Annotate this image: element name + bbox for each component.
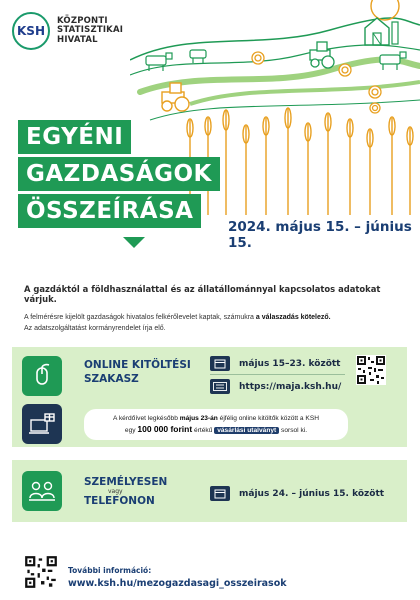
cow-icon xyxy=(190,50,206,63)
barn-icon xyxy=(365,18,389,45)
person-label-line-2: TELEFONON xyxy=(84,495,155,507)
qr-code-icon[interactable] xyxy=(356,355,386,385)
voucher-badge: vásárlási utalványt xyxy=(214,427,279,434)
interview-people-icon xyxy=(22,471,62,511)
lottery-amount: 100 000 forint xyxy=(137,424,193,434)
obligation-note xyxy=(24,312,404,334)
online-label-line-2: SZAKASZ xyxy=(84,373,139,385)
title-line-3: ÖSSZEÍRÁSA xyxy=(18,194,201,228)
wheat-icon xyxy=(187,108,413,215)
lead-text: A gazdáktól a földhasználattal és az állatállománnyal kapcsolatos adatokat várjuk. xyxy=(24,284,381,304)
in-person-dates-row xyxy=(210,486,384,501)
note-bold: a válaszadás kötelező. xyxy=(255,314,331,321)
title-line-1: EGYÉNI xyxy=(18,120,131,154)
in-person-dates: május 24. – június 15. között xyxy=(239,488,385,499)
tractor-icon xyxy=(310,42,334,68)
calendar-icon xyxy=(210,486,230,501)
online-url-row xyxy=(210,379,341,394)
divider xyxy=(210,374,345,375)
more-info-label: További információ: xyxy=(68,566,152,575)
person-label-line-1: SZEMÉLYESEN xyxy=(84,476,168,488)
logo-line-2: STATISZTIKAI xyxy=(57,25,124,36)
lottery-notice xyxy=(84,409,348,440)
online-dates-row xyxy=(210,356,341,371)
lottery-text-4: értékű xyxy=(192,427,215,434)
online-dates: május 15–23. között xyxy=(239,358,341,369)
ksh-logo-abbr: KSH xyxy=(17,24,45,38)
note-line-2: Az adatszolgáltatást kormányrendelet írja elő. xyxy=(24,325,166,332)
ksh-logo-text xyxy=(57,17,123,46)
more-info-link[interactable]: www.ksh.hu/mezogazdasagi_osszeirasok xyxy=(68,578,287,589)
logo-line-1: KÖZPONTI xyxy=(57,15,108,26)
title-arrow-shape xyxy=(123,237,145,248)
person-label-or: vagy xyxy=(108,488,123,495)
online-phase-label xyxy=(84,358,191,386)
lottery-text-3: egy xyxy=(124,427,138,434)
calendar-icon xyxy=(210,356,230,371)
main-title xyxy=(18,120,220,231)
computer-mouse-icon xyxy=(22,356,62,396)
gift-computer-icon xyxy=(22,404,62,444)
ksh-logo-badge xyxy=(12,12,50,50)
footer-qr-code-icon[interactable] xyxy=(24,555,58,589)
logo-line-3: HIVATAL xyxy=(57,34,98,45)
ksh-logo xyxy=(12,12,123,50)
survey-date-range: 2024. május 15. – június 15. xyxy=(228,219,412,251)
lottery-deadline: május 23-án xyxy=(179,415,218,422)
lottery-text-2: éjfélig online kitöltők között a KSH xyxy=(217,415,319,422)
lottery-text-5: sorsol ki. xyxy=(279,427,308,434)
online-label-line-1: ONLINE KITÖLTÉSI xyxy=(84,359,191,371)
note-text: A felmérésre kijelölt gazdaságok hivatalos felkérőlevelet kaptak, számukra xyxy=(24,314,256,321)
in-person-label xyxy=(84,476,167,507)
lottery-text-1: A kérdőívet legkésőbb xyxy=(112,415,180,422)
title-line-2: GAZDASÁGOK xyxy=(18,157,220,191)
keyboard-icon xyxy=(210,379,230,394)
online-survey-link[interactable]: https://maja.ksh.hu/ xyxy=(239,381,342,392)
